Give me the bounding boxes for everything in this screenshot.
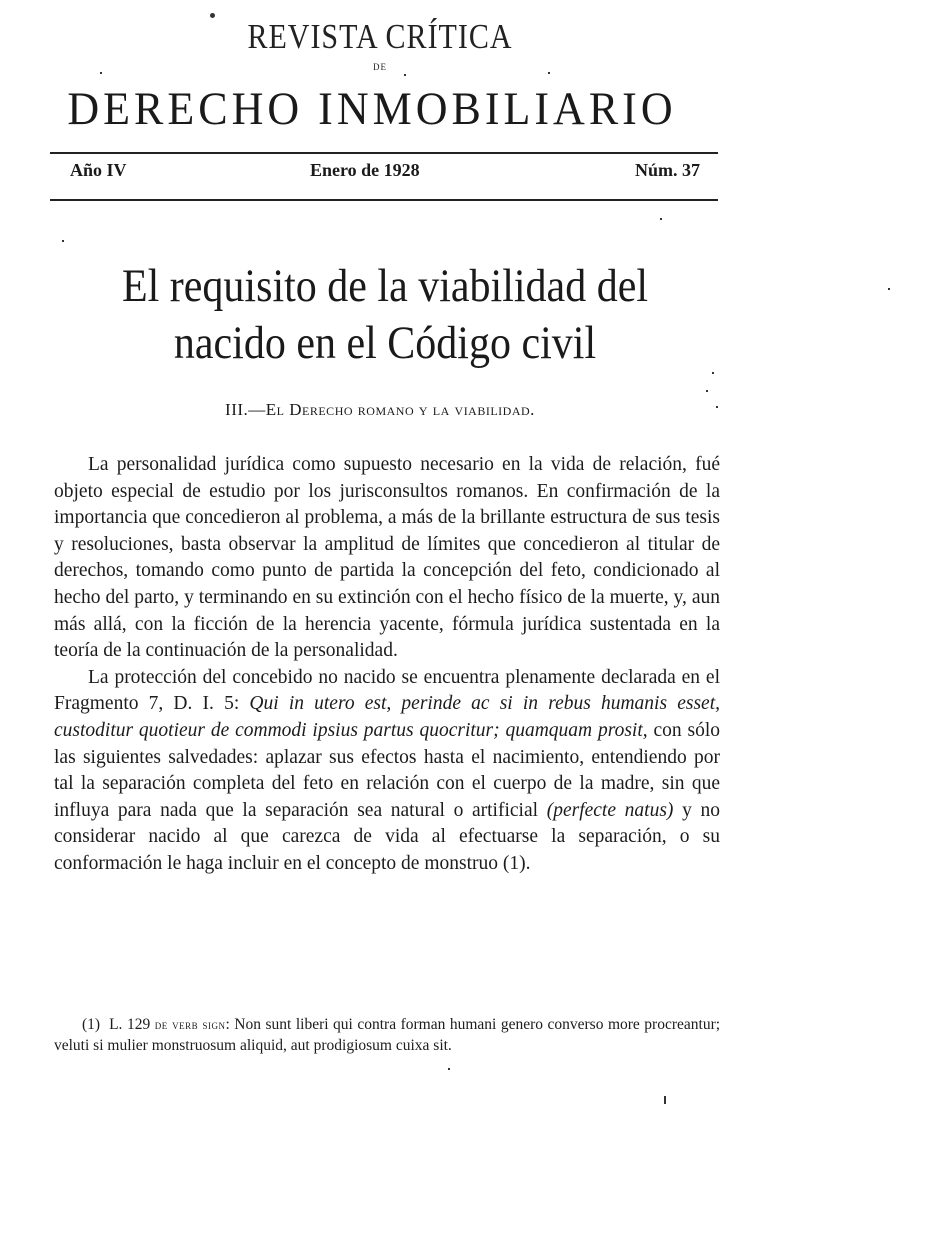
article-title-line2: nacido en el Código civil [173, 318, 597, 370]
scan-speck [888, 288, 890, 290]
section-heading: III.—El Derecho romano y la viabilidad. [225, 400, 535, 419]
journal-title-connector: DE [373, 62, 387, 72]
header-rule-top [50, 152, 718, 154]
article-title-line1: El requisito de la viabilidad del [121, 261, 649, 312]
issue-year: Año IV [70, 160, 127, 180]
footnote [54, 1015, 720, 1056]
latin-quote: Qui in utero est, perinde ac si in rebus humanis esset, custoditur quotieur de commodi ipsius partus quocritur; quamquam prosit, [54, 693, 721, 741]
article-title [30, 258, 740, 372]
footnote-1 [54, 1015, 720, 1056]
scan-speck [660, 218, 662, 220]
scan-speck [664, 1096, 666, 1104]
body-paragraph-2 [54, 665, 720, 878]
footnote-reference: L. 129 [109, 1016, 151, 1033]
header-rule-bottom [50, 199, 718, 201]
scan-speck [448, 1068, 450, 1070]
paragraph-2-text-b: con sólo las siguientes salvedades: aplazar sus efectos hasta el nacimiento, entendiendo por tal la separación completa del feto en relación con el cuerpo de la madre, sin que influya para nada que la separación sea natural o artificial [54, 719, 721, 821]
scan-speck [548, 72, 550, 74]
scan-speck [712, 372, 714, 374]
footnote-reference-source: de verb sign [154, 1017, 226, 1032]
issue-info-bar [50, 160, 718, 188]
scan-speck [404, 74, 406, 76]
footnote-text: : Non sunt liberi qui contra forman humani genero converso more procreantur; veluti si mulier monstruosum aliquid, aut prodigiosum cuixa sit. [54, 1016, 721, 1054]
body-paragraph-1: La personalidad jurídica como supuesto necesario en la vida de relación, fué objeto especial de estudio por los jurisconsultos romanos. En confirmación de la importancia que concedieron al problema, a más de la brillante estructura de sus tesis y resoluciones, basta observar la amplitud de límites que concedieron al titular de derechos, tomando como punto de partida la concepción del feto, condicionado al hecho del parto, y terminando en su extinción con el hecho físico de la muerte, y, aun más allá, con la ficción de la herencia yacente, fórmula jurídica sustentada en la teoría de la continuación de la personalidad. [54, 454, 720, 662]
paragraph-2-text-a: La protección del concebido no nacido se encuentra plenamente declarada en el Fragmento 7, D. I. 5: [54, 666, 720, 715]
scan-speck [100, 72, 102, 74]
issue-number: Núm. 37 [634, 160, 700, 180]
latin-term: (perfecte natus) [546, 799, 674, 821]
journal-title-line1: REVISTA CRÍTICA [247, 18, 513, 56]
scan-speck [210, 13, 215, 18]
footnote-marker: (1) [82, 1016, 101, 1033]
scan-speck [716, 406, 718, 408]
scan-speck [62, 240, 64, 242]
paragraph-2-text-c: y no considerar nacido al que carezca de vida al efectuarse la separación, o su conformación le haga incluir en el concepto de monstruo (1). [54, 799, 721, 874]
article-body [54, 452, 720, 878]
scan-speck [706, 390, 708, 392]
issue-date: Enero de 1928 [310, 160, 420, 180]
journal-title-line2: DERECHO INMOBILIARIO [67, 83, 677, 135]
